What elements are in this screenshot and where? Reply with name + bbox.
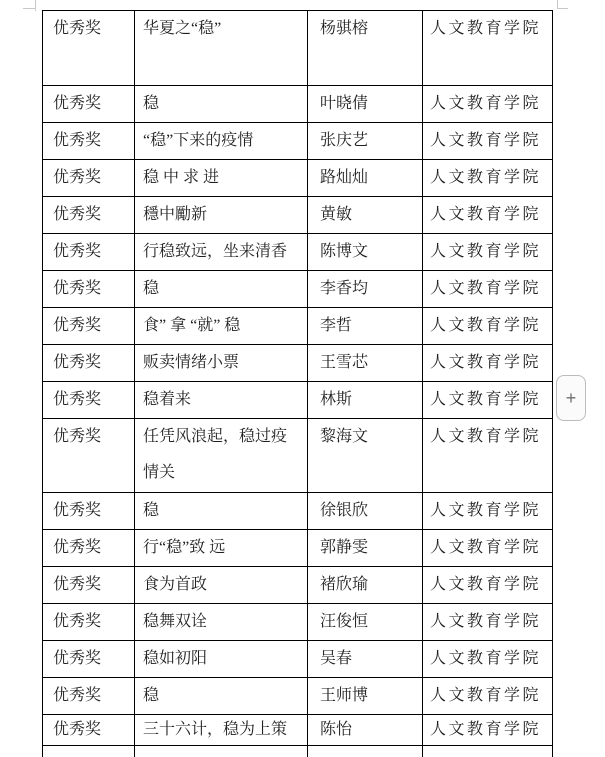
table-row (43, 493, 553, 530)
table-row (43, 345, 553, 382)
cell-title[interactable] (135, 746, 308, 757)
cell-college[interactable]: 人文教育学院 (423, 641, 553, 678)
cell-college[interactable]: 人文教育学院 (423, 86, 553, 123)
cell-name[interactable]: 张庆艺 (308, 123, 423, 160)
table-row (43, 86, 553, 123)
cell-title[interactable]: 贩卖情绪小票 (135, 345, 308, 382)
cell-name[interactable]: 杨骐榕 (308, 11, 423, 86)
cell-name[interactable]: 郭静雯 (308, 530, 423, 567)
cell-name[interactable]: 王雪芯 (308, 345, 423, 382)
crop-mark-top-left-horizontal (23, 8, 35, 9)
cell-title[interactable]: 稳 (135, 678, 308, 715)
cell-title[interactable]: 稳如初阳 (135, 641, 308, 678)
cell-college[interactable]: 人文教育学院 (423, 678, 553, 715)
cell-name[interactable] (308, 746, 423, 757)
cell-award[interactable]: 优秀奖 (43, 604, 135, 641)
add-button[interactable] (556, 375, 586, 421)
cell-college[interactable]: 人文教育学院 (423, 567, 553, 604)
cell-name[interactable]: 陈怡 (308, 715, 423, 746)
cell-college[interactable]: 人文教育学院 (423, 419, 553, 493)
cell-name[interactable]: 林斯 (308, 382, 423, 419)
table-row (43, 197, 553, 234)
table-row (43, 604, 553, 641)
cell-college[interactable]: 人文教育学院 (423, 493, 553, 530)
plus-icon: + (565, 387, 577, 408)
cell-award[interactable]: 优秀奖 (43, 86, 135, 123)
table-row (43, 234, 553, 271)
cell-name[interactable]: 王师博 (308, 678, 423, 715)
cell-college[interactable]: 人文教育学院 (423, 382, 553, 419)
awards-table-body (43, 11, 553, 757)
table-row (43, 567, 553, 604)
cell-award[interactable]: 优秀奖 (43, 678, 135, 715)
cell-name[interactable]: 李哲 (308, 308, 423, 345)
cell-title[interactable]: 稳 (135, 493, 308, 530)
cell-title[interactable]: 稳着来 (135, 382, 308, 419)
cell-college[interactable]: 人文教育学院 (423, 197, 553, 234)
cell-award[interactable]: 优秀奖 (43, 419, 135, 493)
cell-award[interactable]: 优秀奖 (43, 234, 135, 271)
cell-name[interactable]: 徐银欣 (308, 493, 423, 530)
crop-mark-top-right-vertical (557, 0, 558, 9)
cell-title[interactable]: 行稳致远，坐来清香 (135, 234, 308, 271)
table-row (43, 123, 553, 160)
cell-title[interactable]: 稳舞双诠 (135, 604, 308, 641)
table-row (43, 11, 553, 86)
cell-college[interactable]: 人文教育学院 (423, 234, 553, 271)
cell-award[interactable]: 优秀奖 (43, 308, 135, 345)
cell-award[interactable]: 优秀奖 (43, 11, 135, 86)
cell-college[interactable]: 人文教育学院 (423, 604, 553, 641)
cell-college[interactable]: 人文教育学院 (423, 11, 553, 86)
cell-name[interactable]: 黄敏 (308, 197, 423, 234)
cell-college[interactable] (423, 746, 553, 757)
cell-college[interactable]: 人文教育学院 (423, 345, 553, 382)
cell-college[interactable]: 人文教育学院 (423, 160, 553, 197)
cell-award[interactable]: 优秀奖 (43, 160, 135, 197)
table-row (43, 641, 553, 678)
cell-award[interactable]: 优秀奖 (43, 715, 135, 746)
cell-name[interactable]: 褚欣瑜 (308, 567, 423, 604)
cell-award[interactable]: 优秀奖 (43, 197, 135, 234)
cell-award[interactable]: 优秀奖 (43, 493, 135, 530)
cell-title[interactable]: 穩中勵新 (135, 197, 308, 234)
cell-name[interactable]: 李香均 (308, 271, 423, 308)
table-row (43, 678, 553, 715)
cell-title[interactable]: 华夏之“稳” (135, 11, 308, 86)
cell-title[interactable]: 稳 (135, 86, 308, 123)
table-row (43, 530, 553, 567)
cell-title[interactable]: 食” 拿 “就” 稳 (135, 308, 308, 345)
cell-title[interactable]: 任凭风浪起，稳过疫情关 (135, 419, 308, 493)
cell-award[interactable]: 优秀奖 (43, 567, 135, 604)
cell-college[interactable]: 人文教育学院 (423, 271, 553, 308)
cell-college[interactable]: 人文教育学院 (423, 530, 553, 567)
cell-award[interactable]: 优秀奖 (43, 530, 135, 567)
cell-title[interactable]: 行“稳”致 远 (135, 530, 308, 567)
table-row (43, 308, 553, 345)
table-row (43, 419, 553, 493)
cell-name[interactable]: 路灿灿 (308, 160, 423, 197)
table-row (43, 160, 553, 197)
cell-award[interactable]: 优秀奖 (43, 345, 135, 382)
cell-college[interactable]: 人文教育学院 (423, 123, 553, 160)
cell-title[interactable]: 三十六计，稳为上策 (135, 715, 308, 746)
crop-mark-top-right-horizontal (557, 8, 568, 9)
cell-college[interactable]: 人文教育学院 (423, 308, 553, 345)
cell-award[interactable]: 优秀奖 (43, 271, 135, 308)
cell-name[interactable]: 黎海文 (308, 419, 423, 493)
crop-mark-top-left-vertical (35, 0, 36, 11)
cell-name[interactable]: 吴春 (308, 641, 423, 678)
cell-award[interactable]: 优秀奖 (43, 382, 135, 419)
table-row (43, 382, 553, 419)
table-row (43, 715, 553, 746)
table-row (43, 271, 553, 308)
cell-award[interactable]: 优秀奖 (43, 641, 135, 678)
cell-title[interactable]: “稳”下来的疫情 (135, 123, 308, 160)
cell-title[interactable]: 稳 中 求 进 (135, 160, 308, 197)
cell-award[interactable] (43, 746, 135, 757)
awards-table[interactable] (42, 10, 553, 757)
cell-award[interactable]: 优秀奖 (43, 123, 135, 160)
cell-name[interactable]: 陈博文 (308, 234, 423, 271)
cell-title[interactable]: 食为首政 (135, 567, 308, 604)
cell-name[interactable]: 汪俊恒 (308, 604, 423, 641)
cell-college[interactable]: 人文教育学院 (423, 715, 553, 746)
table-row (43, 746, 553, 757)
cell-title[interactable]: 稳 (135, 271, 308, 308)
cell-name[interactable]: 叶晓倩 (308, 86, 423, 123)
